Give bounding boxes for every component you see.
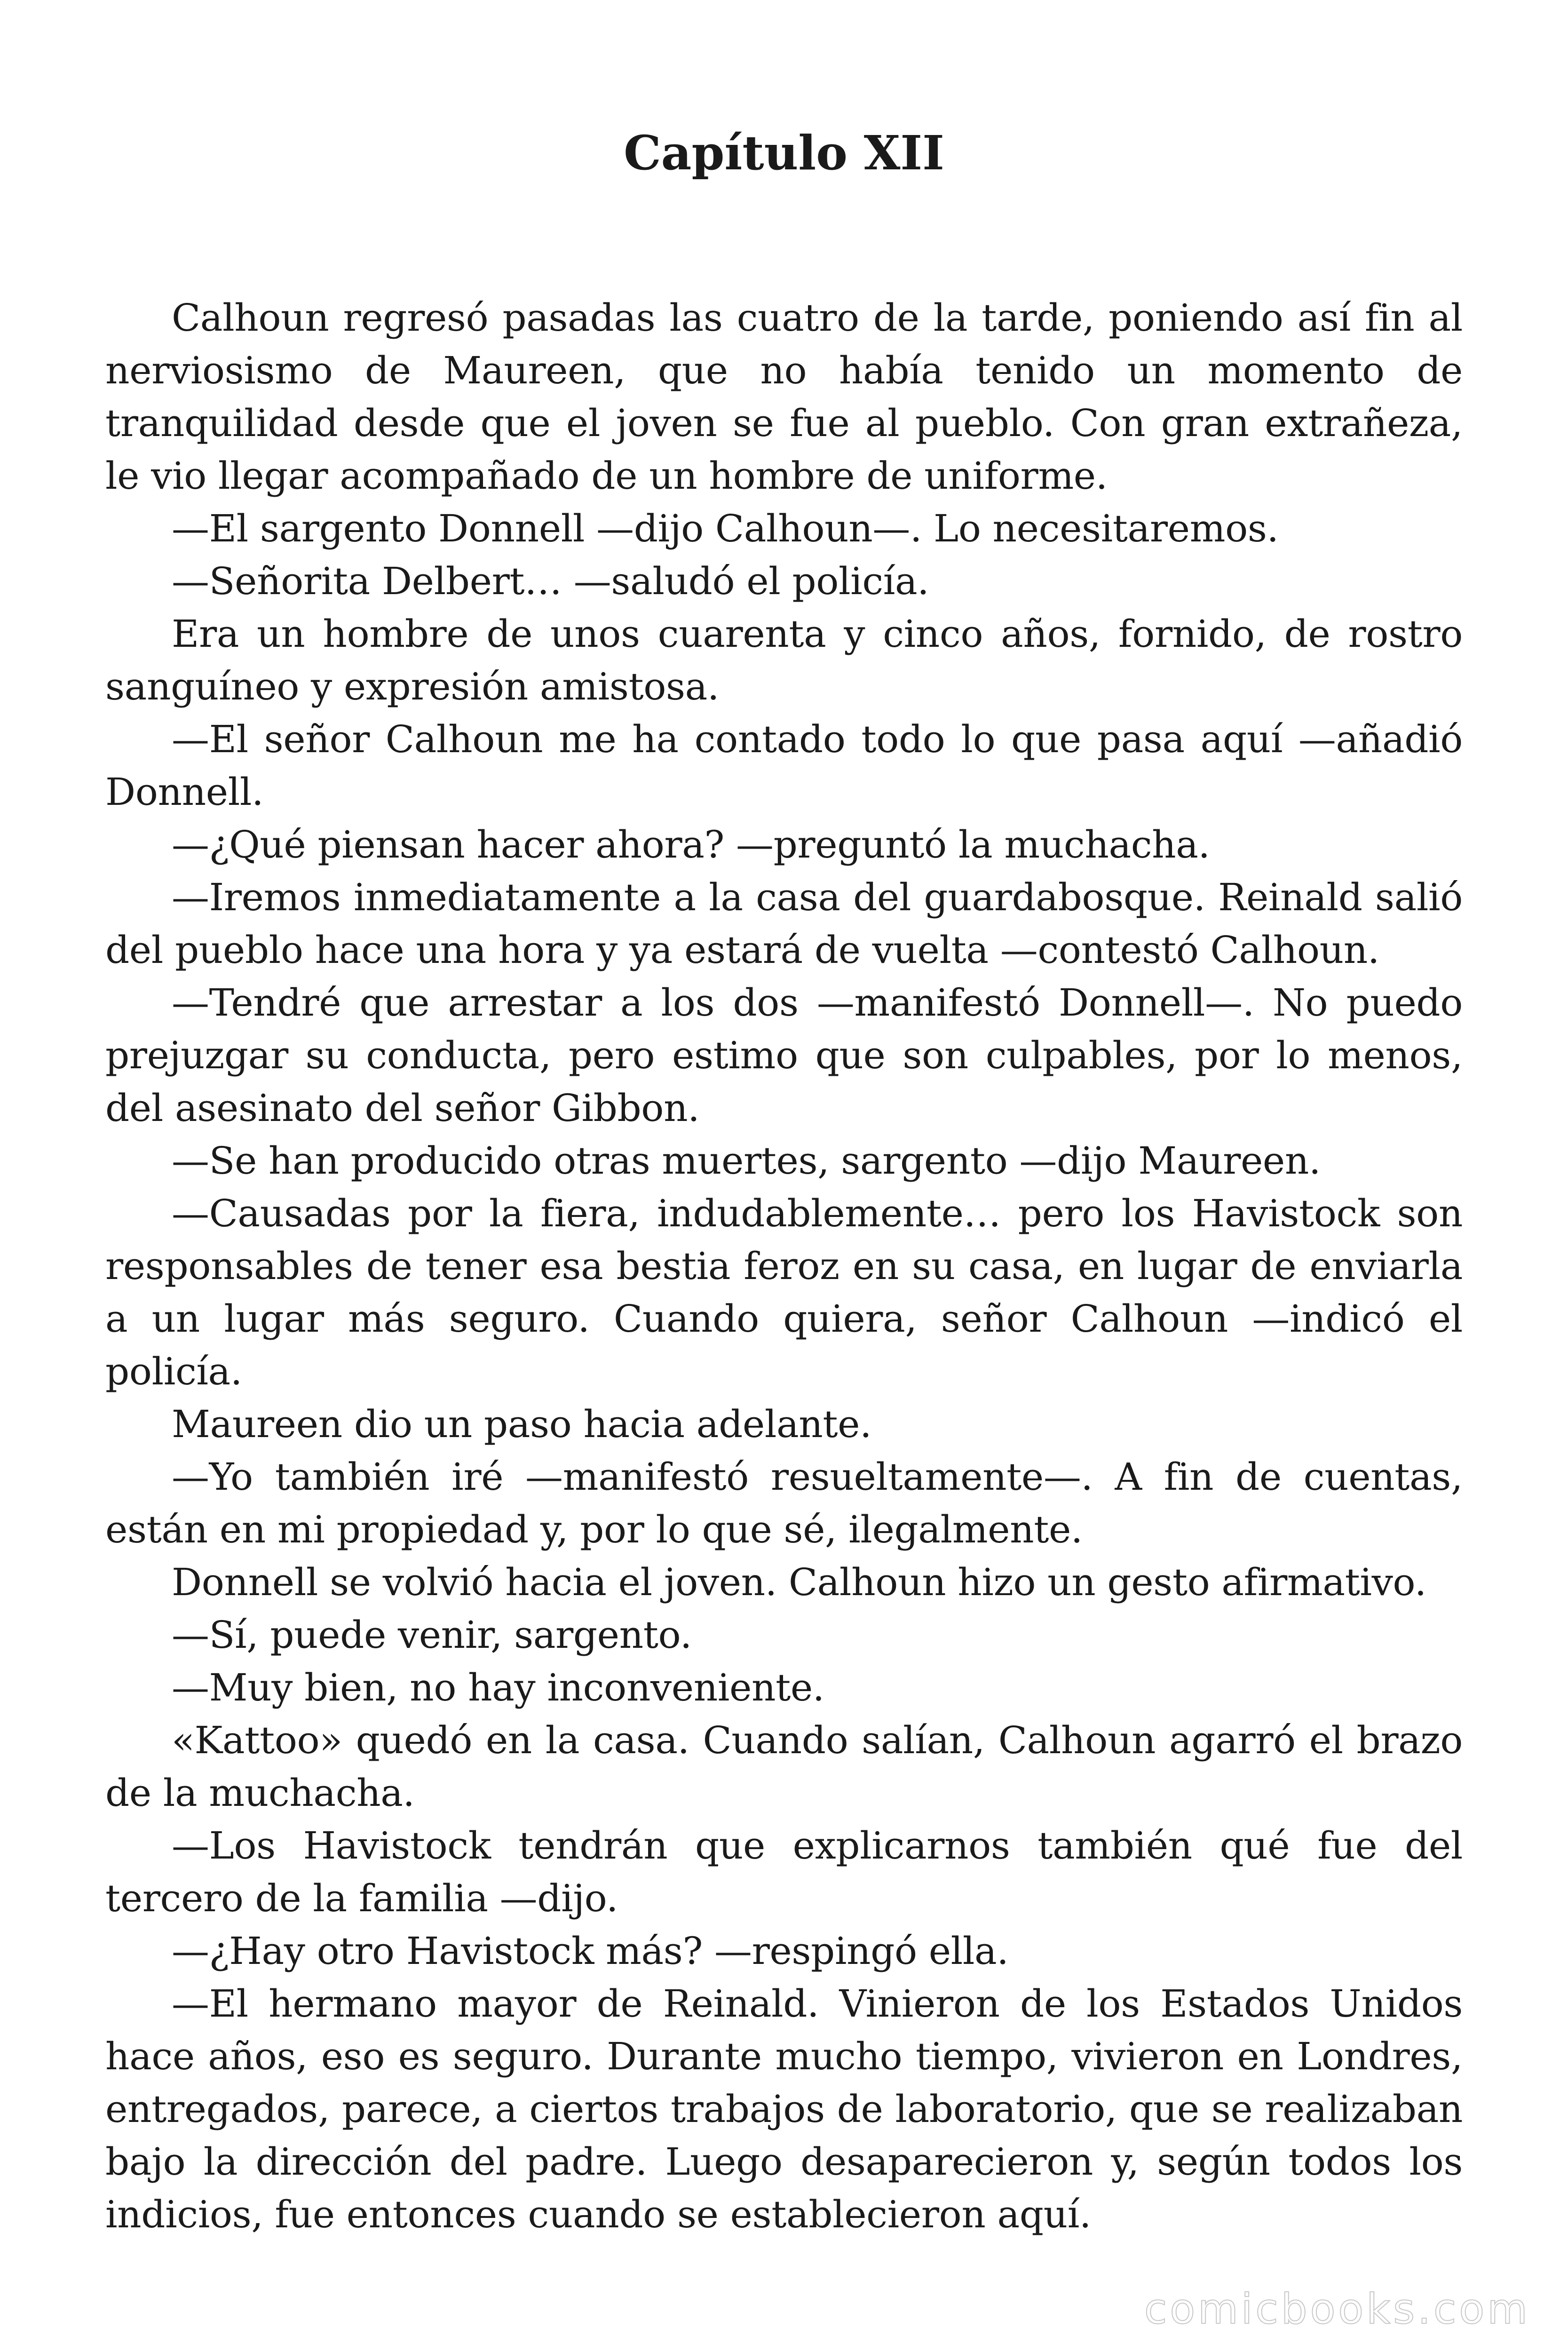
paragraph: —Tendré que arrestar a los dos —manifestó Donnell—. No puedo prejuzgar su conducta, pero estimo que son culpables, por lo menos, del asesinato del señor Gibbon. <box>105 981 1463 1130</box>
paragraph: —Muy bien, no hay inconveniente. <box>172 1666 824 1709</box>
paragraph: Donnell se volvió hacia el joven. Calhoun hizo un gesto afirmativo. <box>172 1560 1426 1604</box>
chapter-title: Capítulo XII <box>624 125 944 181</box>
chapter-body <box>105 292 1463 2241</box>
paragraph: —El señor Calhoun me ha contado todo lo que pasa aquí —añadió Donnell. <box>105 717 1463 814</box>
paragraph: —Yo también iré —manifestó resueltamente—. A fin de cuentas, están en mi propiedad y, por lo que sé, ilegalmente. <box>105 1455 1463 1551</box>
paragraph: —Los Havistock tendrán que explicarnos también qué fue del tercero de la familia —dijo. <box>105 1824 1463 1920</box>
paragraph: Era un hombre de unos cuarenta y cinco años, fornido, de rostro sanguíneo y expresión amistosa. <box>105 612 1463 708</box>
paragraph: —Señorita Delbert… —saludó el policía. <box>172 559 929 603</box>
paragraph: Calhoun regresó pasadas las cuatro de la tarde, poniendo así fin al nerviosismo de Maureen, que no había tenido un momento de tranquilidad desde que el joven se fue al pueblo. Con gran extrañeza, le vio llegar acompañado de un hombre de uniforme. <box>105 296 1463 498</box>
paragraph: —Iremos inmediatamente a la casa del guardabosque. Reinald salió del pueblo hace una hora y ya estará de vuelta —contestó Calhoun. <box>105 875 1463 972</box>
book-page <box>105 0 1463 2352</box>
paragraph: «Kattoo» quedó en la casa. Cuando salían, Calhoun agarró el brazo de la muchacha. <box>105 1718 1463 1815</box>
paragraph: —El sargento Donnell —dijo Calhoun—. Lo necesitaremos. <box>172 507 1279 550</box>
paragraph: —Se han producido otras muertes, sargento —dijo Maureen. <box>172 1139 1321 1183</box>
paragraph: —Sí, puede venir, sargento. <box>172 1613 692 1657</box>
paragraph: —Causadas por la fiera, indudablemente… pero los Havistock son responsables de tener esa bestia feroz en su casa, en lugar de enviarla a un lugar más seguro. Cuando quiera, señor Calhoun —indicó el policía. <box>105 1192 1463 1393</box>
paragraph: —El hermano mayor de Reinald. Vinieron de los Estados Unidos hace años, eso es seguro. Durante mucho tiempo, vivieron en Londres, entregados, parece, a ciertos trabajos de laboratorio, que se realizaban bajo la dirección del padre. Luego desaparecieron y, según todos los indicios, fue entonces cuando se establecieron aquí. <box>105 1982 1463 2236</box>
paragraph: Maureen dio un paso hacia adelante. <box>172 1402 872 1446</box>
paragraph: —¿Qué piensan hacer ahora? —preguntó la muchacha. <box>172 823 1210 866</box>
paragraph: —¿Hay otro Havistock más? —respingó ella. <box>172 1929 1009 1973</box>
site-watermark: comicbooks.com <box>1144 2285 1530 2333</box>
